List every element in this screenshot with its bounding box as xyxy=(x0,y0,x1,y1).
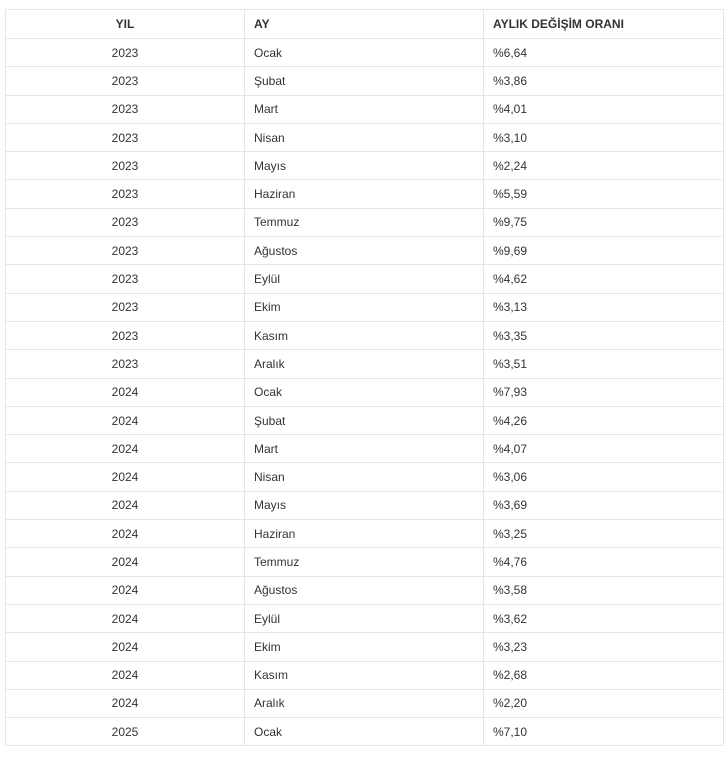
table-row xyxy=(6,576,724,604)
inflation-table-container xyxy=(5,9,723,746)
cell-month: Haziran xyxy=(245,180,484,208)
table-row xyxy=(6,39,724,67)
cell-month: Nisan xyxy=(245,123,484,151)
cell-change-rate: %2,24 xyxy=(484,152,724,180)
table-header-row xyxy=(6,10,724,39)
cell-year: 2024 xyxy=(6,520,245,548)
cell-change-rate: %2,68 xyxy=(484,661,724,689)
table-row xyxy=(6,435,724,463)
cell-year: 2024 xyxy=(6,633,245,661)
cell-change-rate: %3,35 xyxy=(484,321,724,349)
table-row xyxy=(6,548,724,576)
table-row xyxy=(6,661,724,689)
table-row xyxy=(6,237,724,265)
cell-change-rate: %3,06 xyxy=(484,463,724,491)
cell-change-rate: %3,25 xyxy=(484,520,724,548)
cell-month: Aralık xyxy=(245,689,484,717)
header-month: AY xyxy=(245,10,484,39)
cell-year: 2024 xyxy=(6,491,245,519)
table-row xyxy=(6,491,724,519)
table-row xyxy=(6,378,724,406)
cell-year: 2024 xyxy=(6,689,245,717)
table-body xyxy=(6,39,724,746)
cell-year: 2024 xyxy=(6,661,245,689)
table-row xyxy=(6,293,724,321)
cell-year: 2023 xyxy=(6,265,245,293)
cell-month: Ocak xyxy=(245,718,484,746)
cell-month: Kasım xyxy=(245,321,484,349)
cell-month: Eylül xyxy=(245,604,484,632)
cell-month: Aralık xyxy=(245,350,484,378)
cell-year: 2024 xyxy=(6,604,245,632)
cell-month: Şubat xyxy=(245,67,484,95)
cell-year: 2023 xyxy=(6,293,245,321)
cell-month: Ağustos xyxy=(245,237,484,265)
cell-year: 2023 xyxy=(6,350,245,378)
cell-change-rate: %7,93 xyxy=(484,378,724,406)
cell-month: Ocak xyxy=(245,378,484,406)
cell-year: 2023 xyxy=(6,208,245,236)
cell-year: 2025 xyxy=(6,718,245,746)
cell-year: 2023 xyxy=(6,95,245,123)
cell-year: 2023 xyxy=(6,321,245,349)
table-row xyxy=(6,208,724,236)
cell-month: Temmuz xyxy=(245,208,484,236)
monthly-change-table xyxy=(5,9,724,746)
cell-month: Mart xyxy=(245,95,484,123)
cell-month: Mayıs xyxy=(245,152,484,180)
table-row xyxy=(6,406,724,434)
table-row xyxy=(6,95,724,123)
cell-year: 2024 xyxy=(6,576,245,604)
cell-year: 2023 xyxy=(6,123,245,151)
table-row xyxy=(6,350,724,378)
cell-change-rate: %3,69 xyxy=(484,491,724,519)
table-row xyxy=(6,180,724,208)
table-row xyxy=(6,265,724,293)
cell-month: Eylül xyxy=(245,265,484,293)
table-row xyxy=(6,633,724,661)
cell-month: Mart xyxy=(245,435,484,463)
cell-change-rate: %4,62 xyxy=(484,265,724,293)
cell-year: 2024 xyxy=(6,548,245,576)
cell-change-rate: %3,62 xyxy=(484,604,724,632)
cell-month: Kasım xyxy=(245,661,484,689)
cell-change-rate: %3,13 xyxy=(484,293,724,321)
cell-change-rate: %4,07 xyxy=(484,435,724,463)
cell-year: 2023 xyxy=(6,39,245,67)
cell-year: 2024 xyxy=(6,463,245,491)
cell-month: Mayıs xyxy=(245,491,484,519)
cell-year: 2023 xyxy=(6,180,245,208)
cell-year: 2023 xyxy=(6,152,245,180)
cell-month: Şubat xyxy=(245,406,484,434)
cell-month: Temmuz xyxy=(245,548,484,576)
table-row xyxy=(6,604,724,632)
cell-year: 2024 xyxy=(6,406,245,434)
cell-change-rate: %4,76 xyxy=(484,548,724,576)
cell-change-rate: %5,59 xyxy=(484,180,724,208)
cell-change-rate: %3,51 xyxy=(484,350,724,378)
cell-change-rate: %7,10 xyxy=(484,718,724,746)
header-year: YIL xyxy=(6,10,245,39)
cell-change-rate: %4,01 xyxy=(484,95,724,123)
table-row xyxy=(6,321,724,349)
header-monthly-change-rate: AYLIK DEĞİŞİM ORANI xyxy=(484,10,724,39)
cell-change-rate: %3,86 xyxy=(484,67,724,95)
cell-year: 2024 xyxy=(6,435,245,463)
cell-change-rate: %2,20 xyxy=(484,689,724,717)
table-row xyxy=(6,123,724,151)
cell-month: Ekim xyxy=(245,633,484,661)
cell-month: Ağustos xyxy=(245,576,484,604)
cell-year: 2024 xyxy=(6,378,245,406)
cell-year: 2023 xyxy=(6,237,245,265)
table-row xyxy=(6,463,724,491)
cell-change-rate: %9,69 xyxy=(484,237,724,265)
cell-month: Ekim xyxy=(245,293,484,321)
cell-change-rate: %3,10 xyxy=(484,123,724,151)
cell-change-rate: %9,75 xyxy=(484,208,724,236)
table-row xyxy=(6,689,724,717)
table-row xyxy=(6,520,724,548)
cell-change-rate: %3,23 xyxy=(484,633,724,661)
cell-change-rate: %4,26 xyxy=(484,406,724,434)
cell-month: Haziran xyxy=(245,520,484,548)
cell-month: Nisan xyxy=(245,463,484,491)
cell-month: Ocak xyxy=(245,39,484,67)
table-row xyxy=(6,718,724,746)
table-row xyxy=(6,67,724,95)
cell-change-rate: %3,58 xyxy=(484,576,724,604)
cell-year: 2023 xyxy=(6,67,245,95)
table-row xyxy=(6,152,724,180)
cell-change-rate: %6,64 xyxy=(484,39,724,67)
